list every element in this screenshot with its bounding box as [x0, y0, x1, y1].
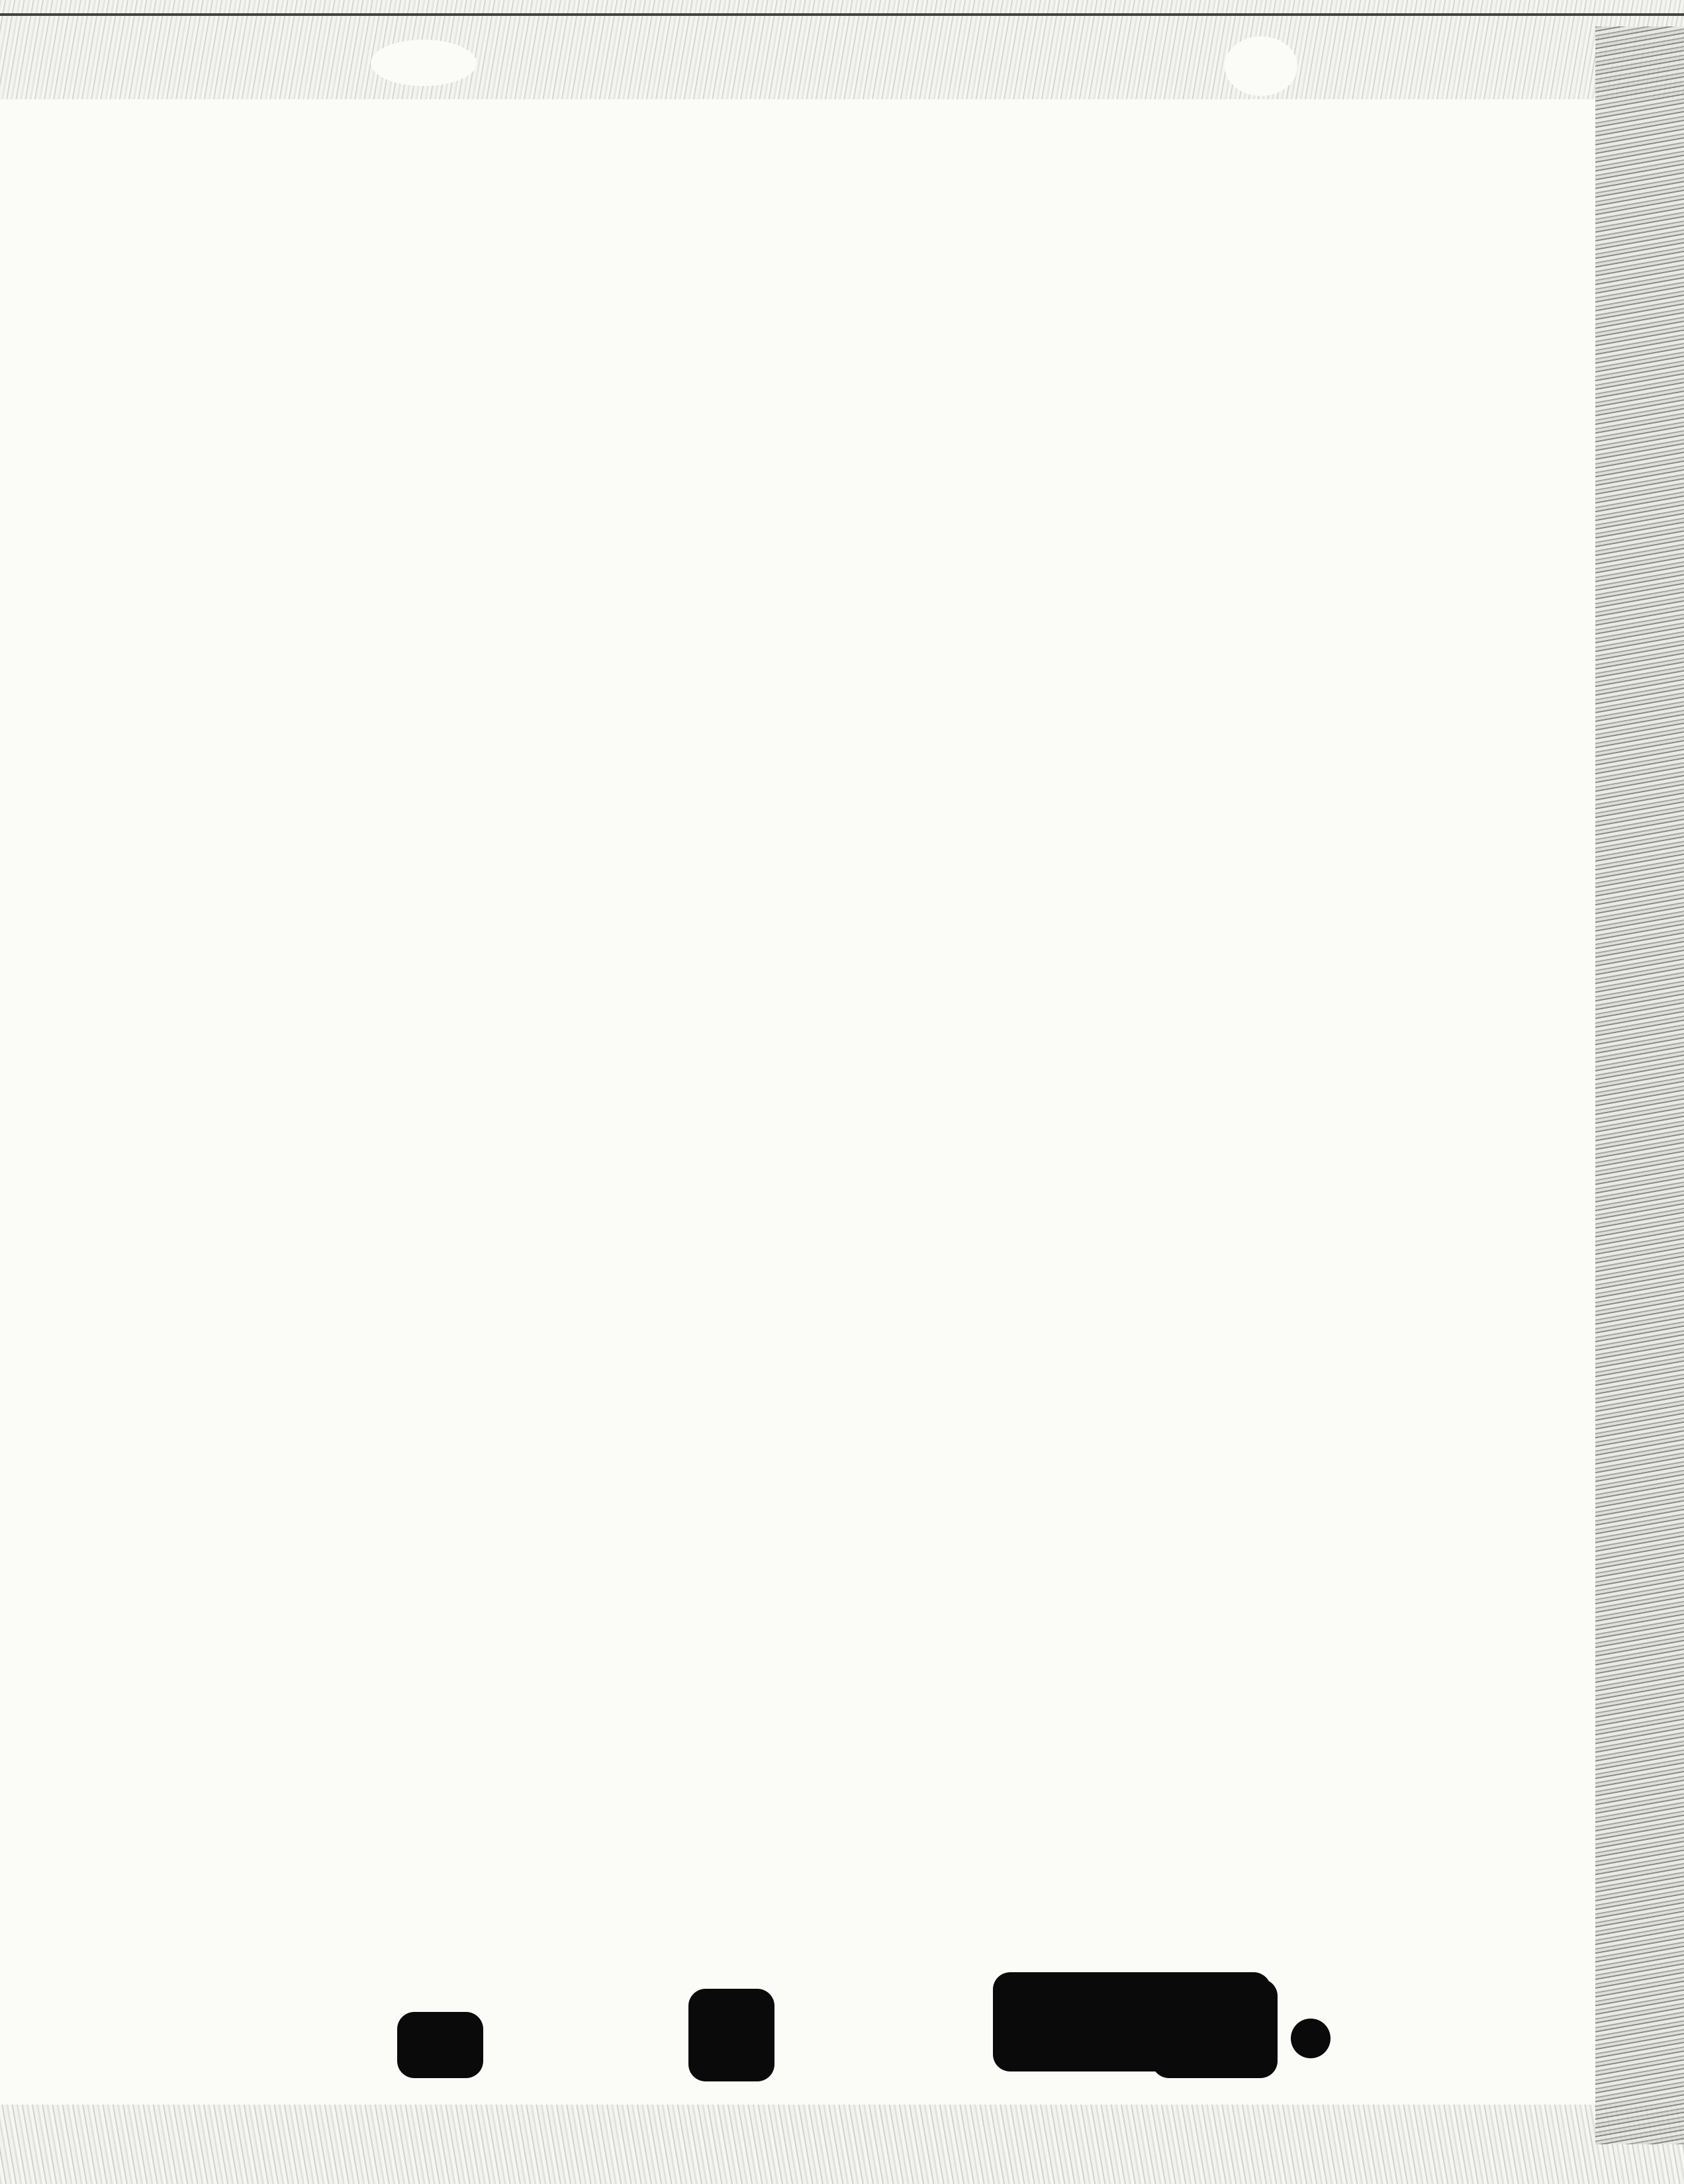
- scan-noise-right: [1595, 26, 1684, 2144]
- rotated-data-sheet: [126, 7, 1549, 2124]
